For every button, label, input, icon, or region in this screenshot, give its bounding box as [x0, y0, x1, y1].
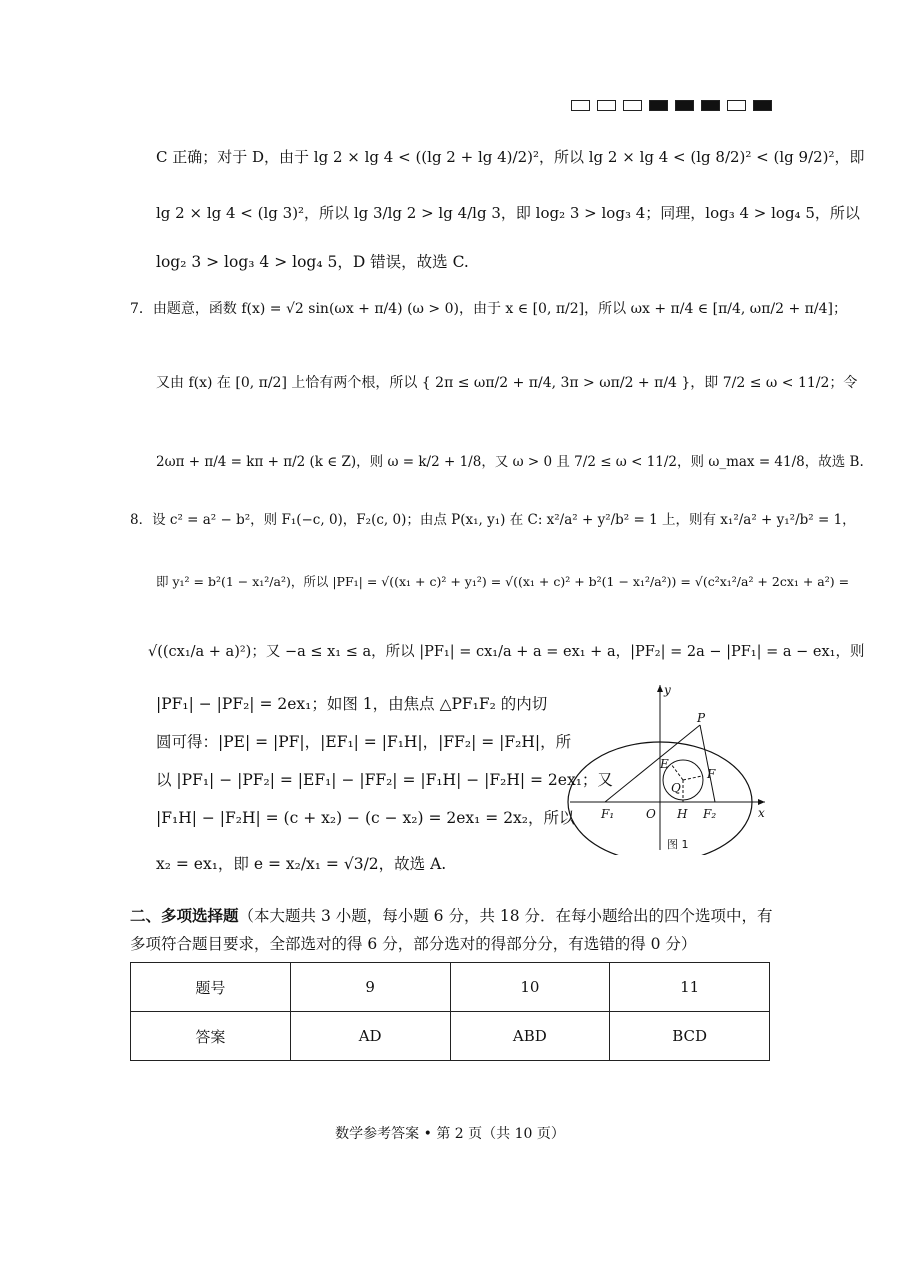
solution-line: 圆可得：|PE| = |PF|，|EF₁| = |F₁H|，|FF₂| = |F₂H|，所 [156, 733, 572, 751]
fig-label-e: E [660, 757, 669, 771]
section2-desc1: （本大题共 3 小题，每小题 6 分，共 18 分．在每小题给出的四个选项中，有 [238, 907, 773, 925]
page-mark-box [727, 100, 746, 111]
solution-line: 7．由题意，函数 f(x) = √2 sin(ωx + π/4) (ω > 0)，由于 x ∈ [0, π/2]，所以 ωx + π/4 ∈ [π/4, ωπ/2 + π/4]； [130, 301, 847, 317]
solution-line: x₂ = ex₁，即 e = x₂/x₁ = √3/2，故选 A. [156, 855, 447, 873]
page-mark-box [571, 100, 590, 111]
page-mark-box [675, 100, 694, 111]
answer-table [130, 962, 770, 1061]
fig-label-f2: F₂ [703, 807, 717, 821]
table-cell: 9 [290, 963, 450, 1012]
solution-line: |F₁H| − |F₂H| = (c + x₂) − (c − x₂) = 2ex₁ = 2x₂，所以 [156, 809, 575, 827]
solution-line: 以 |PF₁| − |PF₂| = |EF₁| − |FF₂| = |F₁H| − |F₂H| = 2ex₁；又 [156, 771, 613, 789]
table-cell: 10 [450, 963, 610, 1012]
solution-line: 8．设 c² = a² − b²，则 F₁(−c, 0)，F₂(c, 0)；由点 P(x₁, y₁) 在 C: x²/a² + y²/b² = 1 上，则有 x₁²/a² + y₁²/b² = 1， [130, 512, 856, 528]
fig-label-x: x [758, 806, 765, 820]
solution-line: 又由 f(x) 在 [0, π/2] 上恰有两个根，所以 { 2π ≤ ωπ/2 + π/4, 3π > ωπ/2 + π/4 }，即 7/2 ≤ ω < 11/2；令 [156, 375, 858, 391]
page-mark-box [623, 100, 642, 111]
solution-line: C 正确；对于 D，由于 lg 2 × lg 4 < ((lg 2 + lg 4)/2)²，所以 lg 2 × lg 4 < (lg 8/2)² < (lg 9/2)²，即 [156, 148, 865, 166]
solution-line: lg 2 × lg 4 < (lg 3)²，所以 lg 3/lg 2 > lg 4/lg 3，即 log₂ 3 > log₃ 4；同理，log₃ 4 > log₄ 5，所以 [156, 204, 860, 222]
table-cell: ABD [450, 1012, 610, 1061]
fig-label-q: Q [671, 781, 681, 795]
figure-ellipse [565, 680, 770, 855]
solution-line: 即 y₁² = b²(1 − x₁²/a²)，所以 |PF₁| = √((x₁ + c)² + y₁²) = √((x₁ + c)² + b²(1 − x₁²/a²)) = √(c²x₁²/a² + 2cx₁ + a²) = [156, 574, 850, 589]
solution-line: √((cx₁/a + a)²)；又 −a ≤ x₁ ≤ a，所以 |PF₁| = cx₁/a + a = ex₁ + a，|PF₂| = 2a − |PF₁| = a − ex₁，则 [148, 644, 865, 660]
page-mark-box [649, 100, 668, 111]
fig-label-p: P [697, 711, 706, 725]
fig-label-o: O [646, 807, 656, 821]
page-mark-box [597, 100, 616, 111]
table-cell: 题号 [131, 963, 291, 1012]
figure-caption: 图 1 [667, 838, 689, 851]
page-mark-box [753, 100, 772, 111]
table-row-header [131, 963, 770, 1012]
page-marks [571, 100, 772, 111]
table-cell: 答案 [131, 1012, 291, 1061]
solution-line: log₂ 3 > log₃ 4 > log₄ 5，D 错误，故选 C. [156, 253, 469, 271]
table-cell: AD [290, 1012, 450, 1061]
solution-line: 2ωπ + π/4 = kπ + π/2 (k ∈ Z)，则 ω = k/2 + 1/8，又 ω > 0 且 7/2 ≤ ω < 11/2，则 ω_max = 41/8，故选 B. [156, 454, 864, 470]
fig-label-h: H [677, 807, 688, 821]
section2-title-line [130, 904, 773, 926]
page-mark-box [701, 100, 720, 111]
page-footer: 数学参考答案 • 第 2 页（共 10 页） [335, 1126, 565, 1142]
section2-title: 二、多项选择题 [130, 906, 239, 925]
table-cell: BCD [610, 1012, 770, 1061]
fig-label-f1: F₁ [601, 807, 615, 821]
fig-label-y: y [664, 683, 671, 697]
section2-desc2: 多项符合题目要求，全部选对的得 6 分，部分选对的得部分分，有选错的得 0 分） [130, 935, 697, 953]
table-cell: 11 [610, 963, 770, 1012]
fig-label-f: F [707, 767, 716, 781]
solution-line: |PF₁| − |PF₂| = 2ex₁；如图 1，由焦点 △PF₁F₂ 的内切 [156, 695, 548, 713]
table-row-answers [131, 1012, 770, 1061]
